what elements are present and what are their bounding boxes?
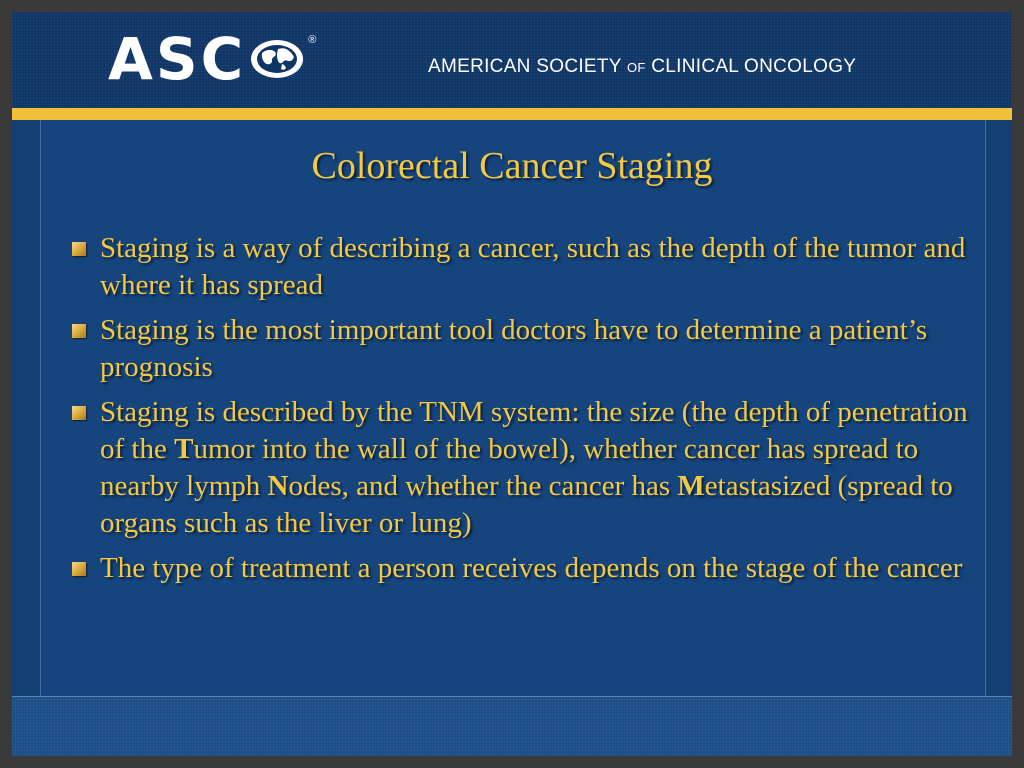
bullet-text: Staging is the most important tool doctors have to determine a patient’s prognosis: [100, 314, 928, 383]
bullet-square-icon: [72, 406, 86, 420]
bullet-item-1: [72, 230, 972, 304]
tnm-t-letter: T: [174, 433, 194, 465]
registered-mark: ®: [308, 34, 317, 46]
bullet-list: [72, 230, 972, 595]
bullet-item-3: [72, 394, 972, 542]
org-name-part1: AMERICAN SOCIETY: [428, 56, 628, 77]
slide-title: Colorectal Cancer Staging: [311, 145, 713, 187]
asco-logo: [108, 25, 317, 93]
org-name-of: OF: [627, 60, 646, 75]
bullet-item-2: [72, 312, 972, 386]
bullet-square-icon: [72, 562, 86, 576]
tnm-m-letter: M: [677, 470, 705, 502]
globe-icon: [248, 37, 306, 81]
bullet-square-icon: [72, 242, 86, 256]
bullet-text-seg4: etastasized (spread to organs such as the liver or lung): [100, 470, 953, 539]
bullet-text-seg2: umor into the wall of the bowel), whether cancer has spread to nearby lymph: [100, 433, 919, 502]
bullet-text-seg3: odes, and whether the cancer has: [288, 470, 678, 502]
org-name-part2: CLINICAL ONCOLOGY: [645, 56, 857, 77]
gold-divider-bar: [12, 108, 1012, 120]
bullet-text-seg1: Staging is described by the TNM system: the size (the depth of penetration of the: [100, 396, 968, 465]
slide: [12, 12, 1012, 756]
bullet-text: The type of treatment a person receives depends on the stage of the cancer: [100, 552, 963, 584]
org-name: [428, 56, 856, 78]
bullet-text: Staging is a way of describing a cancer, such as the depth of the tumor and where it has spread: [100, 232, 966, 301]
bullet-item-4: [72, 550, 972, 587]
header-banner: [12, 12, 1012, 108]
logo-text: ASC: [108, 25, 247, 93]
tnm-n-letter: N: [267, 470, 289, 502]
bullet-square-icon: [72, 324, 86, 338]
footer-band: [12, 696, 1012, 756]
